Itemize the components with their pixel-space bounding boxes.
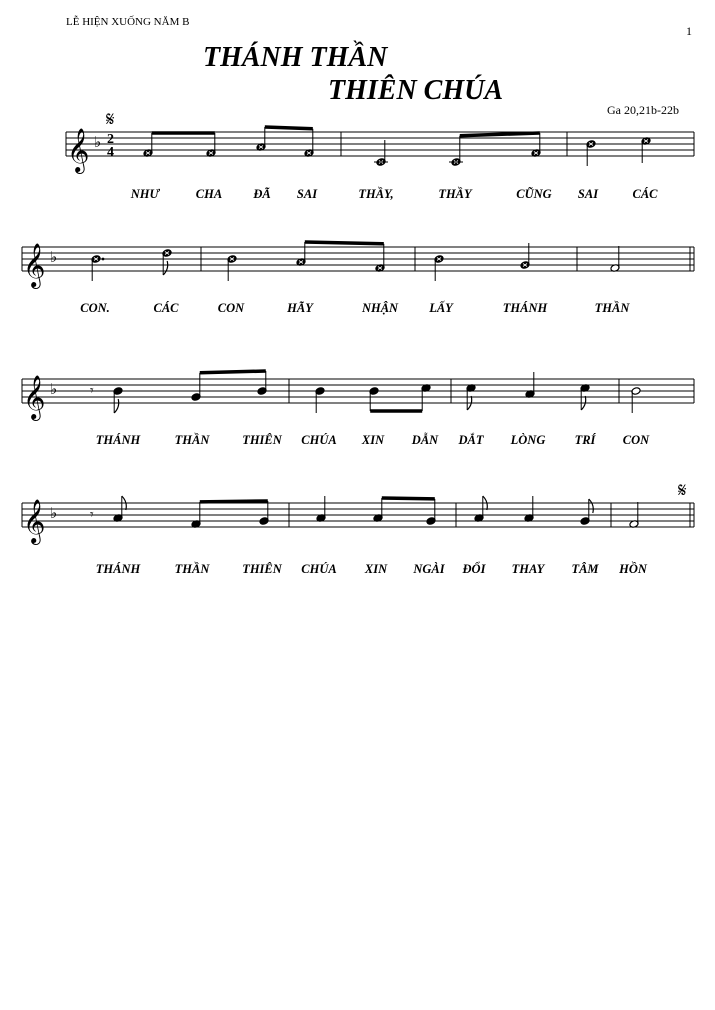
lyric-syllable: THAY [511,562,545,576]
treble-clef: 𝄞 [67,128,90,172]
staff-system-4 [22,478,694,576]
note-beam [305,242,384,244]
treble-clef: 𝄞 [23,243,46,287]
page-number: 1 [686,24,692,38]
lyric-syllable: THIÊN [242,433,282,447]
eighth-rest: 𝄾 [90,507,94,523]
eighth-rest: 𝄾 [90,383,94,399]
lyric-syllable: THÁNH [502,301,548,315]
staff-system-2 [22,242,694,315]
lyric-syllable: CON. [80,301,110,315]
dot [102,258,105,261]
note-flag [589,499,594,513]
note-beam [460,133,540,136]
time-signature-bottom: 4 [107,145,114,160]
note-beam [382,498,435,499]
staff-system-3 [22,371,694,447]
lyric-syllable: CON [622,433,650,447]
note-flag [114,399,119,413]
note-flag [163,261,168,275]
segno-sign: 𝄋 [106,107,115,131]
note-beam [265,127,313,129]
lyric-syllable: THÁNH [95,433,141,447]
feast-heading: LỄ HIỆN XUỐNG NĂM B [66,16,190,28]
lyric-syllable: XIN [361,433,385,447]
lyric-syllable: THẦN [594,301,630,315]
treble-clef: 𝄞 [23,499,46,543]
key-signature-flat: ♭ [94,133,102,151]
lyric-syllable: CHA [195,187,223,201]
lyric-syllable: NHẬN [361,301,399,315]
lyric-syllable: CHÚA [301,433,337,447]
lyric-syllable: LẤY [429,301,453,315]
lyric-syllable: TRÍ [574,433,596,447]
lyric-syllable: CHÚA [301,562,337,576]
lyric-syllable: THẦY, [358,187,394,201]
song-title-line-2: THIÊN CHÚA [328,75,504,106]
lyric-syllable: HÃY [287,301,313,315]
treble-clef: 𝄞 [23,375,46,419]
lyric-syllable: SAI [296,187,318,201]
key-signature-flat: ♭ [50,504,58,522]
lyric-syllable: TÂM [571,562,599,576]
note-beam [200,371,266,373]
lyric-syllable: THẦN [174,433,210,447]
lyric-syllable: CŨNG [516,187,552,201]
lyric-syllable: CON [217,301,245,315]
lyric-syllable: SAI [577,187,599,201]
key-signature-flat: ♭ [50,380,58,398]
lyric-syllable: HỒN [619,562,647,576]
staff-system-1 [66,107,694,201]
lyric-syllable: THÁNH [95,562,141,576]
lyric-syllable: NGÀI [413,562,445,576]
note-beam [200,501,268,502]
lyric-syllable: THẦN [174,562,210,576]
lyric-syllable: XIN [364,562,388,576]
key-signature-flat: ♭ [50,248,58,266]
lyric-syllable: NHƯ [130,187,160,201]
lyric-syllable: ĐÃ [253,187,271,201]
scripture-reference: Ga 20,21b-22b [607,103,679,117]
lyric-syllable: CÁC [153,301,179,315]
lyric-syllable: DẮT [458,433,484,447]
lyric-syllable: LÒNG [510,433,546,447]
segno-sign: 𝄋 [678,478,687,502]
song-title-line-1: THÁNH THẦN [203,42,388,73]
lyric-syllable: THẦY [438,187,472,201]
lyric-syllable: DẪN [411,433,439,447]
lyric-syllable: ĐỔI [462,562,486,576]
time-signature-top: 2 [107,132,114,147]
lyric-syllable: THIÊN [242,562,282,576]
lyric-syllable: CÁC [632,187,658,201]
